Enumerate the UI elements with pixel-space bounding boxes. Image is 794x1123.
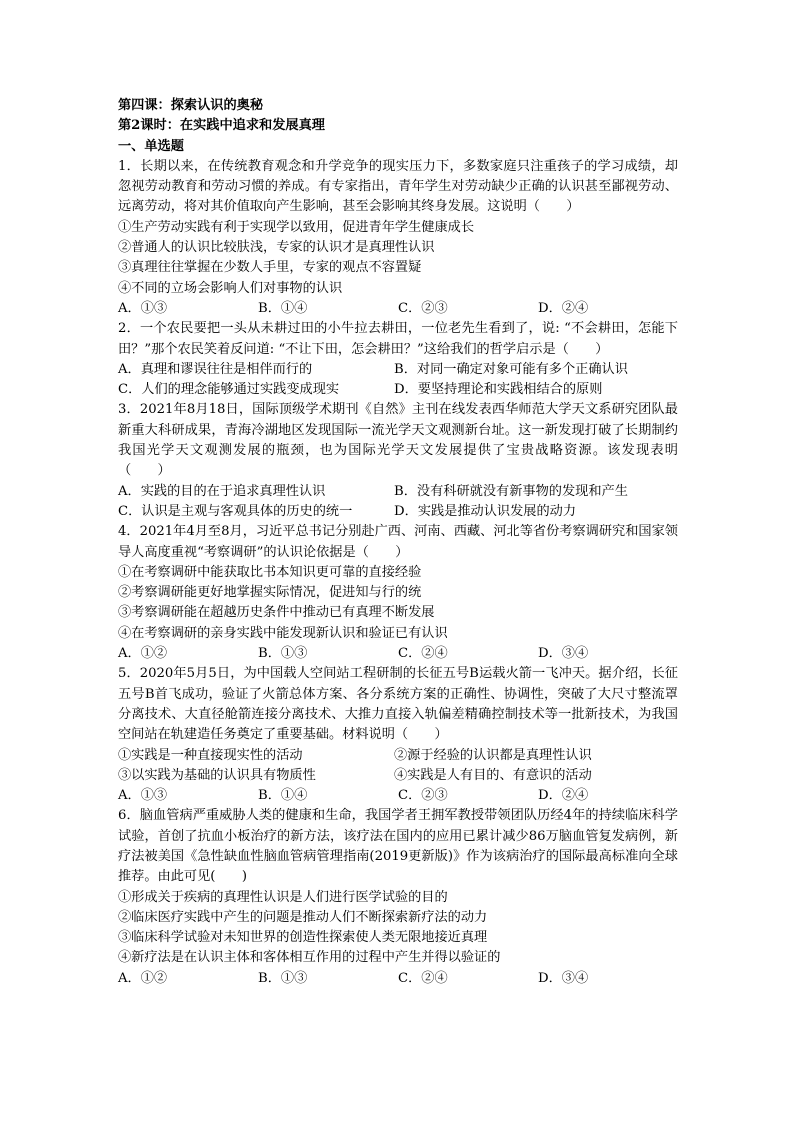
q6-option-a[interactable]: A．①② [118, 970, 168, 986]
question-6-stem: 6．脑血管病严重威胁人类的健康和生命，我国学者王拥军教授带领团队历经4年的持续临床科学试验，首创了抗血小板治疗的新方法，该疗法在国内的应用已累计减少86万脑血管复发病例，新疗法被美国《急性缺血性脑血管病管理指南(2019更新版)》作为该病治疗的国际最高标准向全球推荐。由此可见( ) [118, 808, 678, 885]
q6-statement-2: ②临床医疗实践中产生的问题是推动人们不断探索新疗法的动力 [118, 909, 488, 925]
q6-statement-3: ③临床科学试验对未知世界的创造性探索使人类无限地接近真理 [118, 930, 488, 946]
q5-statement-2: ②源于经验的认识都是真理性认识 [394, 747, 592, 763]
q6-option-c[interactable]: C．②④ [398, 970, 448, 986]
q6-options [118, 969, 678, 989]
q4-options [118, 644, 678, 664]
q6-statement-1: ①形成关于疾病的真理性认识是人们进行医学试验的目的 [118, 889, 448, 905]
q5-statement-3: ③以实践为基础的认识具有物质性 [118, 767, 316, 783]
q2-options-row-1 [118, 360, 678, 380]
q5-option-d[interactable]: D．②④ [538, 788, 589, 804]
q4-statement-4: ④在考察调研的亲身实践中能发现新认识和验证已有认识 [118, 625, 448, 641]
question-2-stem: 2．一个农民要把一头从未耕过田的小牛拉去耕田，一位老先生看到了，说: “不会耕田，怎能下田？”那个农民笑着反问道: “不让下田，怎会耕田？”这给我们的哲学启示是（ ） [118, 321, 678, 357]
q5-statement-4: ④实践是人有目的、有意识的活动 [394, 767, 592, 783]
q2-option-b[interactable]: B．对同一确定对象可能有多个正确认识 [394, 361, 628, 377]
q4-statement-1: ①在考察调研中能获取比书本知识更可靠的直接经验 [118, 564, 422, 580]
lesson-title: 第四课：探索认识的奥秘 [118, 98, 264, 113]
q4-statement-3: ③考察调研能在超越历史条件中推动已有真理不断发展 [118, 605, 435, 621]
q1-statement-4: ④不同的立场会影响人们对事物的认识 [118, 280, 343, 296]
q1-statement-3: ③真理往往掌握在少数人手里，专家的观点不容置疑 [118, 260, 422, 276]
q2-options-row-2 [118, 380, 678, 400]
q6-option-b[interactable]: B．①③ [258, 970, 308, 986]
q6-statement-4: ④新疗法是在认识主体和客体相互作用的过程中产生并得以验证的 [118, 950, 501, 966]
q4-option-a[interactable]: A．①② [118, 646, 168, 662]
q2-option-a[interactable]: A．真理和谬误往往是相伴而行的 [118, 361, 313, 377]
q3-option-a[interactable]: A．实践的目的在于追求真理性认识 [118, 483, 326, 499]
q6-option-d[interactable]: D．③④ [538, 970, 589, 986]
q4-option-c[interactable]: C．②④ [398, 646, 448, 662]
question-3-stem: 3．2021年8月18日，国际顶级学术期刊《自然》主刊在线发表西华师范大学天文系研究团队最新重大科研成果，青海冷湖地区发现国际一流光学天文观测新台址。这一新发现打破了长期制约我国光学天文观测发展的瓶颈，也为国际光学天文发展提供了宝贵战略资源。该发现表明（ ） [118, 402, 678, 479]
question-3 [118, 400, 678, 522]
q3-options-row-2 [118, 502, 678, 522]
q3-option-d[interactable]: D．实践是推动认识发展的动力 [394, 503, 577, 519]
q3-option-b[interactable]: B．没有科研就没有新事物的发现和产生 [394, 483, 628, 499]
question-2 [118, 319, 678, 400]
period-title: 第2课时：在实践中追求和发展真理 [118, 118, 325, 134]
q5-option-c[interactable]: C．②③ [398, 788, 448, 804]
q1-statement-1: ①生产劳动实践有利于实现学以致用，促进青年学生健康成长 [118, 219, 475, 235]
q5-option-a[interactable]: A．①③ [118, 788, 168, 804]
q5-statements-row-1 [118, 746, 678, 766]
section-heading: 一、单选题 [118, 138, 184, 154]
q1-option-d[interactable]: D．②④ [538, 300, 589, 316]
question-4 [118, 522, 678, 664]
question-4-stem: 4．2021年4月至8月，习近平总书记分别赴广西、河南、西藏、河北等省份考察调研究和国家领导人高度重视“考察调研”的认识论依据是（ ） [118, 524, 678, 560]
question-5-stem: 5．2020年5月5日，为中国载人空间站工程研制的长征五号B运载火箭一飞冲天。据介绍，长征五号B首飞成功，验证了火箭总体方案、各分系统方案的正确性、协调性，突破了大尺寸整流罩分离技术、大直径舱箭连接分离技术、大推力直接入轨偏差精确控制技术等一批新技术，为我国空间站在轨建造任务奠定了重要基础。材料说明（ ） [118, 666, 678, 743]
q4-option-b[interactable]: B．①③ [258, 646, 308, 662]
question-1 [118, 157, 678, 319]
q5-option-b[interactable]: B．①④ [258, 788, 308, 804]
question-6 [118, 806, 678, 989]
q1-options [118, 299, 678, 319]
q2-option-d[interactable]: D．要坚持理论和实践相结合的原则 [394, 382, 603, 398]
q1-option-b[interactable]: B．①④ [258, 300, 308, 316]
q5-statements-row-2 [118, 766, 678, 786]
q2-option-c[interactable]: C．人们的理念能够通过实践变成现实 [118, 382, 340, 398]
q1-option-a[interactable]: A．①③ [118, 300, 168, 316]
q5-statement-1: ①实践是一种直接现实性的活动 [118, 747, 303, 763]
q5-options [118, 786, 678, 806]
q1-statement-2: ②普通人的认识比较肤浅，专家的认识才是真理性认识 [118, 240, 435, 256]
document-page [118, 96, 678, 989]
q1-option-c[interactable]: C．②③ [398, 300, 448, 316]
question-1-stem: 1．长期以来，在传统教育观念和升学竞争的现实压力下，多数家庭只注重孩子的学习成绩，却忽视劳动教育和劳动习惯的养成。有专家指出，青年学生对劳动缺少正确的认识甚至鄙视劳动、远离劳动，将对其价值取向产生影响，甚至会影响其终身发展。这说明（ ） [118, 158, 678, 215]
question-5 [118, 664, 678, 806]
q3-options-row-1 [118, 482, 678, 502]
q4-statement-2: ②考察调研能更好地掌握实际情况，促进知与行的统 [118, 585, 422, 601]
q4-option-d[interactable]: D．③④ [538, 646, 589, 662]
q3-option-c[interactable]: C．认识是主观与客观具体的历史的统一 [118, 503, 353, 519]
